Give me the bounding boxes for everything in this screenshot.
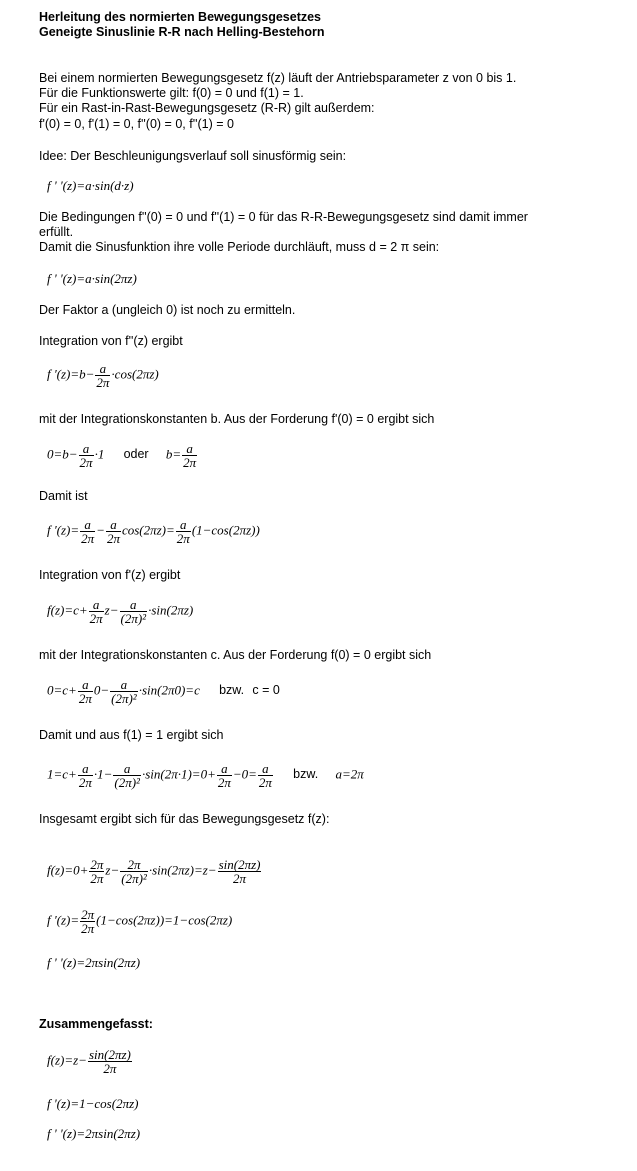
condition-line-3: Damit die Sinusfunktion ihre volle Periode durchläuft, muss d = 2 π sein: [39, 240, 440, 254]
equation-7: 0=c+ $\frac{a}{2\pi}$ 0− $\frac{a}{\text{(2π)²}}$ ·sin(2π0)=c bzw. c = 0 [47, 677, 280, 706]
equation-4: 0=b− $\frac{a}{2\pi}$ ·1 oder b= $\frac{a}{2\pi}$ [47, 441, 197, 470]
intro-line-3: Für ein Rast-in-Rast-Bewegungsgesetz (R-R) gilt außerdem: [39, 101, 375, 115]
integration-1-text: Integration von f''(z) ergibt [39, 334, 183, 348]
f1-text: Damit und aus f(1) = 1 ergibt sich [39, 728, 224, 742]
equation-8: 1=c+ $\frac{a}{2\pi}$ ·1− $\frac{a}{\text{(2π)²}}$ ·sin(2π·1)=0+ $\frac{a}{2\pi}$ −0= $\frac{a}{2\pi}$ bzw. a=2π [47, 761, 364, 790]
equation-2: f ' '(z)=a·sin(2πz) [47, 271, 137, 286]
intro-line-4: f'(0) = 0, f'(1) = 0, f''(0) = 0, f''(1) = 0 [39, 117, 234, 131]
summary-heading: Zusammengefasst: [39, 1017, 153, 1031]
intro-line-2: Für die Funktionswerte gilt: f(0) = 0 und f(1) = 1. [39, 86, 304, 100]
title-line-2: Geneigte Sinuslinie R-R nach Helling-Bestehorn [39, 25, 325, 39]
equation-5: f '(z)= $\frac{a}{2\pi}$ − $\frac{a}{2\pi}$ cos(2πz)= $\frac{a}{2\pi}$ (1−cos(2πz)) [47, 517, 260, 546]
summary-equation-3: f ' '(z)=2πsin(2πz) [47, 1126, 141, 1141]
factor-text: Der Faktor a (ungleich 0) ist noch zu ermitteln. [39, 303, 296, 317]
equation-11: f ' '(z)=2πsin(2πz) [47, 955, 141, 970]
summary-equation-2: f '(z)=1−cos(2πz) [47, 1096, 139, 1111]
gesamt-text: Insgesamt ergibt sich für das Bewegungsgesetz f(z): [39, 812, 330, 826]
summary-equation-1: f(z)=z− $\frac{\sin(2\pi z)}{2\pi}$ [47, 1047, 131, 1076]
const-b-text: mit der Integrationskonstanten b. Aus der Forderung f'(0) = 0 ergibt sich [39, 412, 435, 426]
integration-2-text: Integration von f'(z) ergibt [39, 568, 181, 582]
idea-text: Idee: Der Beschleunigungsverlauf soll sinusförmig sein: [39, 149, 347, 163]
equation-10: f '(z)= $\frac{2\pi}{2\pi}$ (1−cos(2πz))=1−cos(2πz) [47, 907, 233, 936]
equation-3: f '(z)=b− $\frac{a}{2\pi}$ ·cos(2πz) [47, 361, 159, 390]
equation-6: f(z)=c+ $\frac{a}{2\pi}$ z− $\frac{a}{\text{(2π)²}}$ ·sin(2πz) [47, 597, 194, 626]
intro-line-1: Bei einem normierten Bewegungsgesetz f(z) läuft der Antriebsparameter z von 0 bis 1. [39, 71, 517, 85]
condition-line-2: erfüllt. [39, 225, 74, 239]
damit-text: Damit ist [39, 489, 88, 503]
condition-line-1: Die Bedingungen f''(0) = 0 und f''(1) = 0 für das R-R-Bewegungsgesetz sind damit immer [39, 210, 528, 224]
const-c-text: mit der Integrationskonstanten c. Aus der Forderung f(0) = 0 ergibt sich [39, 648, 432, 662]
equation-9: f(z)=0+ $\frac{2\pi}{2\pi}$ z− $\frac{2\pi}{\text{(2π)²}}$ ·sin(2πz)=z− $\frac{\sin(2\pi z)}{2\pi}$ [47, 857, 261, 886]
equation-1: f ' '(z)=a·sin(d·z) [47, 178, 134, 193]
title-line-1: Herleitung des normierten Bewegungsgesetzes [39, 10, 322, 24]
